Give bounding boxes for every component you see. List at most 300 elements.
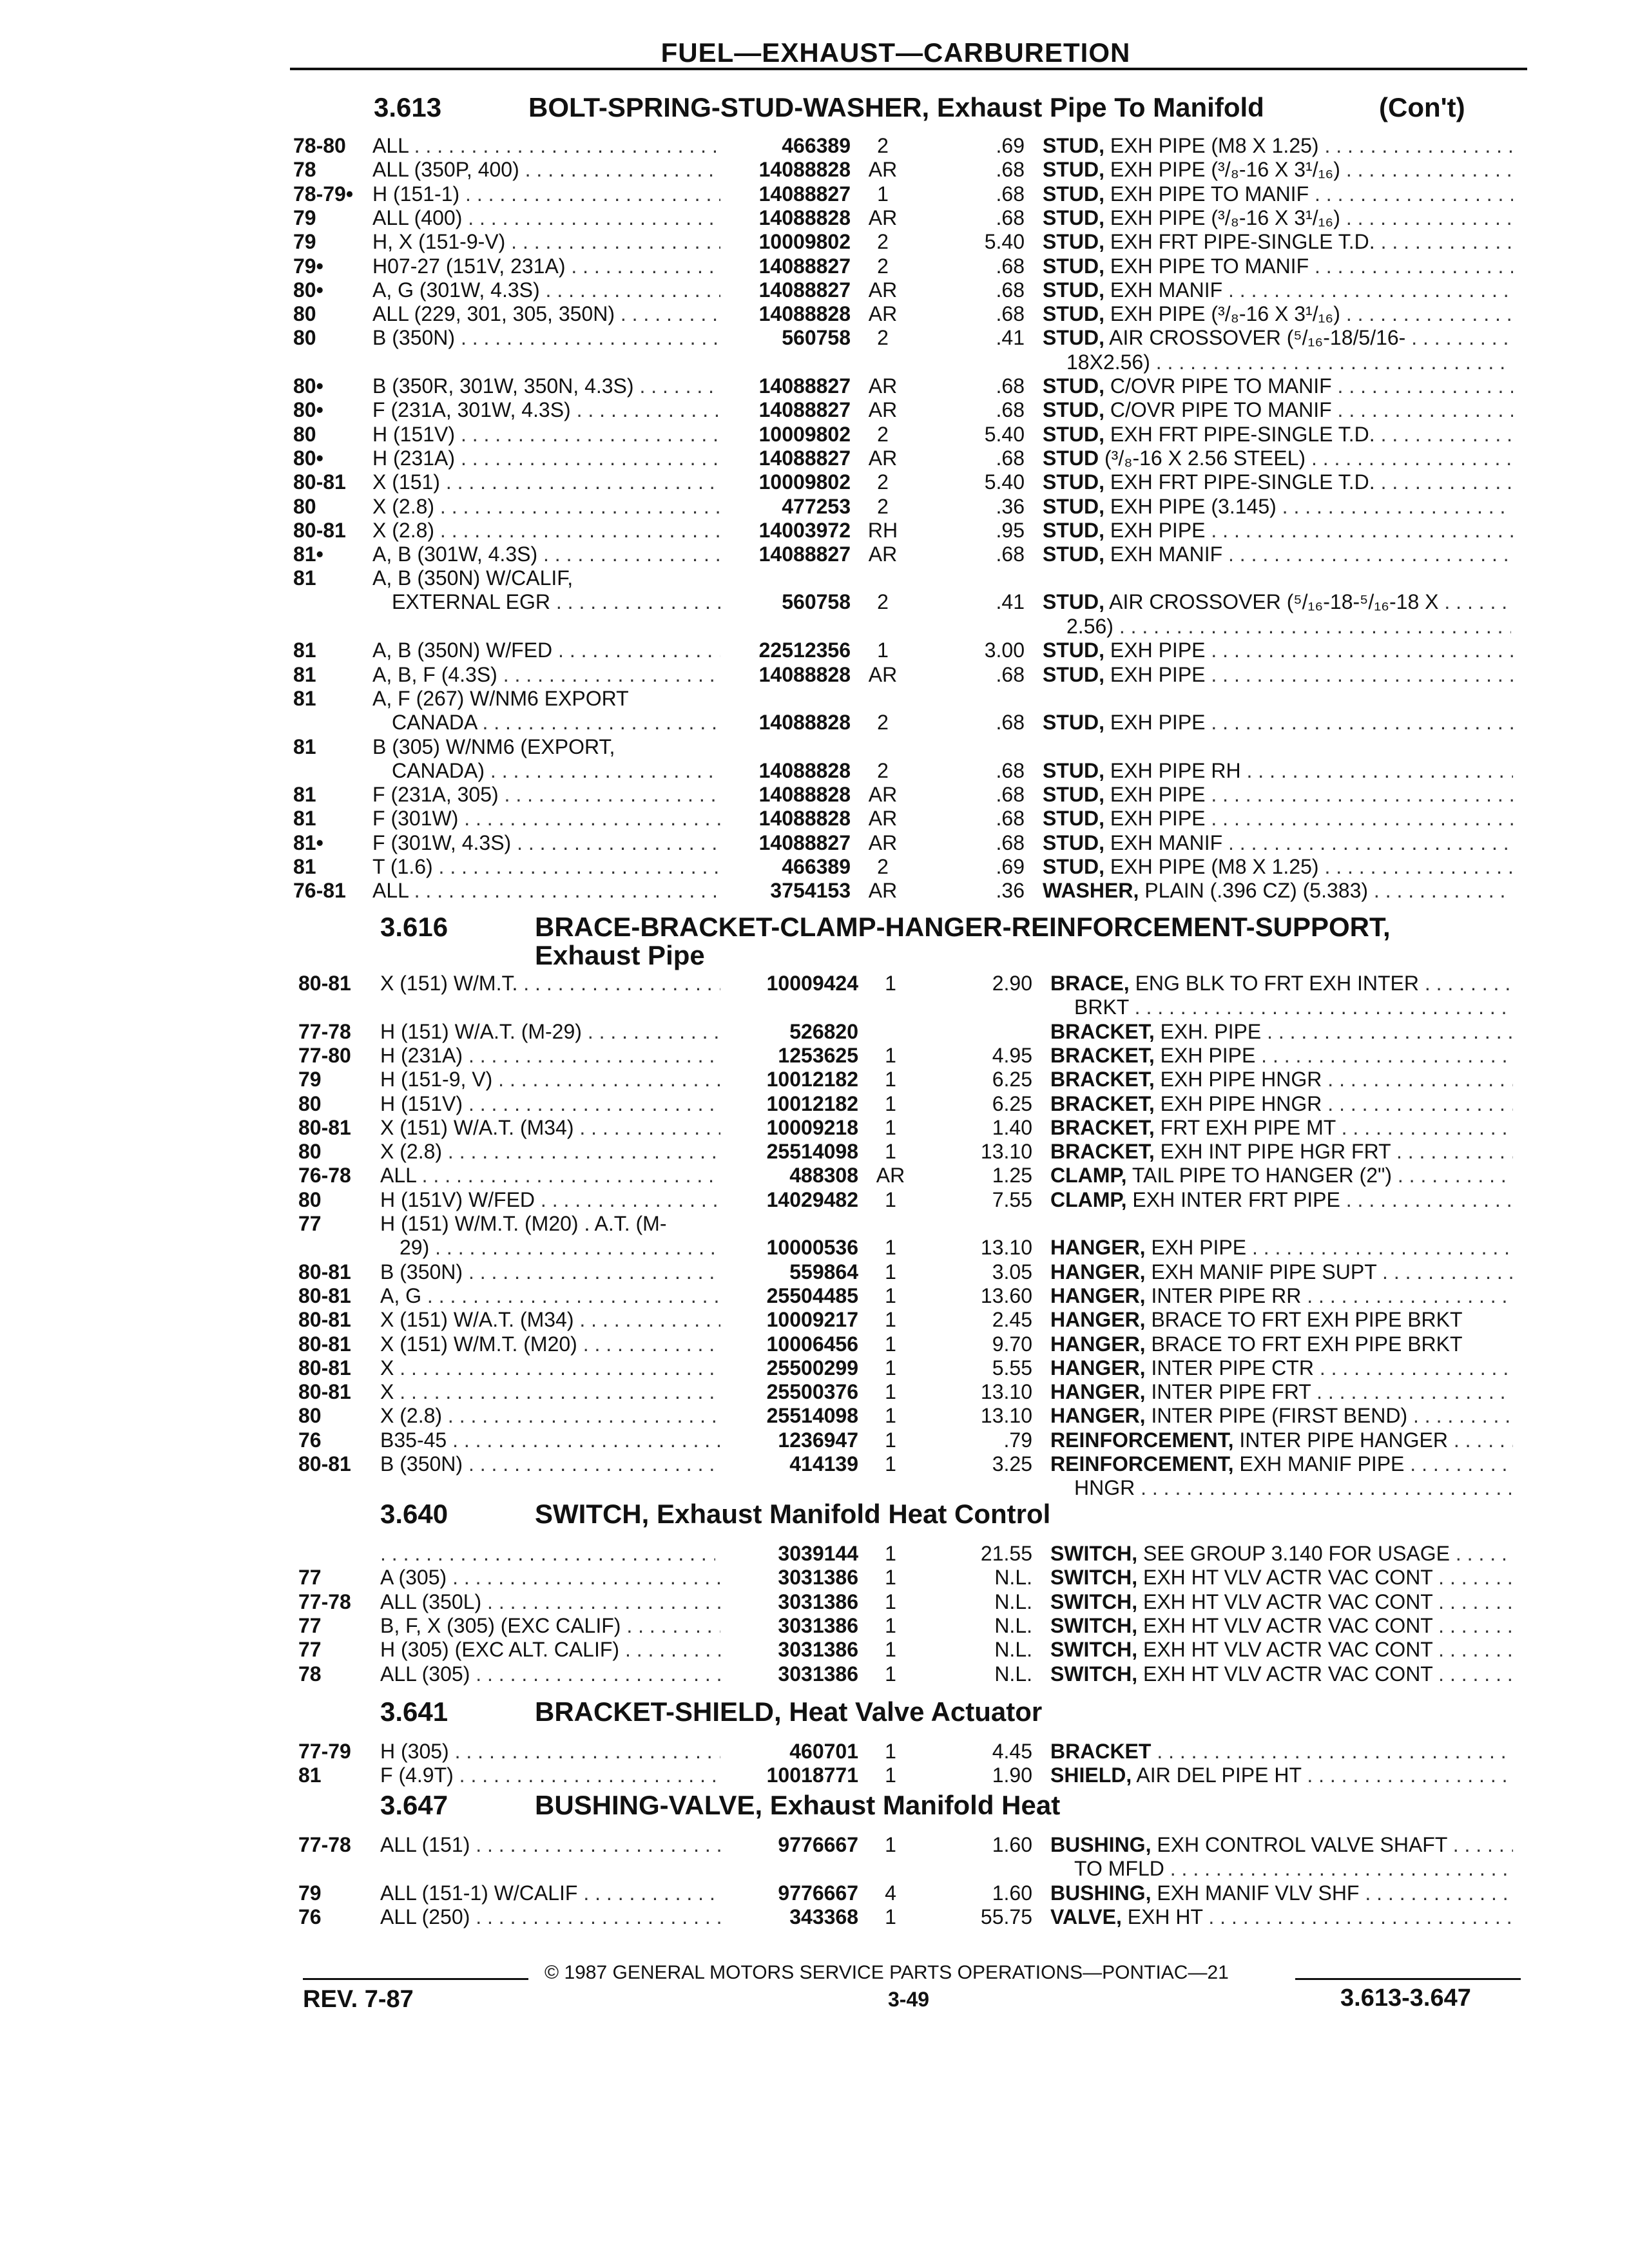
model-year: 80-81 (298, 1260, 351, 1283)
description (1043, 206, 1513, 230)
part-row (0, 398, 1629, 422)
description-noun: STUD, (1043, 158, 1104, 181)
part-row (0, 182, 1629, 206)
application: X (2.8) . . . (372, 495, 720, 519)
description-detail: EXH PIPE (M8 X 1.25) (1110, 134, 1319, 157)
application: ALL . . . (372, 879, 720, 903)
description-noun: SHIELD, (1050, 1763, 1132, 1787)
model-year: 76-78 (298, 1164, 351, 1187)
quantity: AR (868, 831, 898, 854)
list-price: .36 (996, 495, 1025, 518)
description (1043, 230, 1513, 254)
description-noun: STUD, (1043, 519, 1104, 542)
description (1050, 1188, 1513, 1212)
application: F (301W) . . . (372, 807, 720, 831)
description (1043, 326, 1513, 350)
description-noun: BRACKET, (1050, 1044, 1155, 1067)
part-number: 3031386 (778, 1566, 858, 1589)
description-detail: EXH CONTROL VALVE SHAFT (1157, 1833, 1447, 1856)
part-number: 3754153 (770, 879, 851, 902)
quantity: AR (868, 302, 898, 325)
application: B (350N) . . . (380, 1452, 720, 1476)
model-year: 81 (293, 735, 316, 758)
description-detail: EXH HT (1127, 1905, 1203, 1928)
list-price: .68 (996, 783, 1025, 806)
quantity: 2 (877, 759, 889, 782)
description-noun: STUD, (1043, 855, 1104, 878)
list-price: N.L. (994, 1566, 1032, 1589)
part-row (0, 1404, 1629, 1428)
part-row (0, 1428, 1629, 1452)
model-year: 77 (298, 1638, 322, 1661)
model-year: 80• (293, 278, 323, 302)
application: A, B (350N) W/CALIF, (372, 566, 574, 590)
model-year: 80-81 (298, 1452, 351, 1475)
part-number: 10012182 (766, 1068, 858, 1091)
quantity: 2 (877, 855, 889, 878)
description (1043, 783, 1513, 807)
description (1043, 255, 1513, 278)
description-noun: HANGER, (1050, 1284, 1146, 1307)
description (1043, 855, 1513, 879)
quantity: 1 (885, 1068, 896, 1091)
part-row (0, 326, 1629, 350)
description (1050, 1566, 1513, 1590)
description-detail: EXH PIPE (³/₈-16 X 3¹/₁₆) (1110, 206, 1340, 229)
part-row (0, 134, 1629, 158)
part-row (0, 447, 1629, 470)
description-detail: EXH PIPE (3.145) (1110, 495, 1277, 518)
description-noun: STUD, (1043, 278, 1104, 302)
application: X . . . (380, 1380, 720, 1404)
description-noun: SWITCH, (1050, 1662, 1138, 1686)
model-year: 80• (293, 398, 323, 421)
description-detail: EXH INTER FRT PIPE (1132, 1188, 1340, 1211)
list-price: .41 (996, 326, 1025, 349)
description-detail: ENG BLK TO FRT EXH INTER (1135, 972, 1419, 995)
list-price: .68 (996, 807, 1025, 830)
quantity: AR (868, 374, 898, 398)
description-noun: HANGER, (1050, 1236, 1146, 1259)
part-row (0, 1905, 1629, 1929)
description-noun: BRACKET (1050, 1740, 1152, 1763)
description-noun: STUD, (1043, 590, 1104, 613)
part-number: 14088828 (758, 711, 851, 734)
part-number: 14088828 (758, 783, 851, 806)
description-noun: STUD, (1043, 783, 1104, 806)
part-row (0, 278, 1629, 302)
description-detail: EXH PIPE TO MANIF (1110, 182, 1309, 206)
quantity: 1 (877, 639, 889, 662)
description-noun: CLAMP, (1050, 1164, 1127, 1187)
description (1050, 1140, 1513, 1164)
description-noun: VALVE, (1050, 1905, 1122, 1928)
model-year: 76 (298, 1905, 322, 1928)
part-row (0, 519, 1629, 543)
description-detail: PLAIN (.396 CZ) (5.383) (1144, 879, 1369, 902)
list-price: 3.05 (992, 1260, 1032, 1283)
application: ALL (151) . . . (380, 1833, 720, 1857)
application: F (231A, 301W, 4.3S) . . . (372, 398, 720, 422)
description-detail: TAIL PIPE TO HANGER (2") (1132, 1164, 1392, 1187)
application: H (151) W/A.T. (M-29) . . . (380, 1020, 720, 1044)
section-title: SWITCH, Exhaust Manifold Heat Control (535, 1499, 1051, 1529)
description-detail: EXH PIPE (1151, 1236, 1247, 1259)
description (1043, 182, 1513, 206)
description-noun: STUD, (1043, 230, 1104, 253)
model-year: 80-81 (298, 972, 351, 995)
application: H (305) (EXC ALT. CALIF) . . . (380, 1638, 720, 1662)
quantity: 1 (885, 1092, 896, 1115)
part-row (0, 543, 1629, 566)
part-number: 25514098 (766, 1140, 858, 1163)
description-detail: EXH PIPE (1110, 663, 1206, 686)
list-price: 6.25 (992, 1068, 1032, 1091)
list-price: 13.10 (980, 1236, 1032, 1259)
application: ALL (229, 301, 305, 350N) . . . (372, 302, 720, 326)
part-number: 14088827 (758, 255, 851, 278)
section-continued: (Con't) (1379, 92, 1465, 122)
description (1043, 495, 1513, 519)
part-row (0, 1356, 1629, 1380)
description (1050, 1332, 1513, 1356)
footer-rule-right (1295, 1978, 1521, 1980)
list-price: .68 (996, 182, 1025, 206)
part-row (0, 1332, 1629, 1356)
quantity: 1 (885, 972, 896, 995)
application: F (4.9T) . . . (380, 1763, 720, 1787)
description (1050, 1284, 1513, 1308)
quantity: 1 (885, 1356, 896, 1379)
quantity: 2 (877, 590, 889, 613)
quantity: 1 (885, 1236, 896, 1259)
model-year: 80-81 (293, 470, 346, 494)
application: B (350N) . . . (372, 326, 720, 350)
list-price: .69 (996, 855, 1025, 878)
part-row (0, 783, 1629, 807)
description-noun: SWITCH, (1050, 1590, 1138, 1613)
list-price: .68 (996, 711, 1025, 734)
list-price: .68 (996, 663, 1025, 686)
part-row (0, 972, 1629, 995)
model-year: 78-80 (293, 134, 346, 157)
application: X (151) . . . (372, 470, 720, 494)
application: X (151) W/M.T. . . . (380, 972, 720, 995)
list-price: 1.40 (992, 1116, 1032, 1139)
application: ALL (350L) . . . (380, 1590, 720, 1614)
quantity: AR (868, 543, 898, 566)
quantity: 1 (885, 1763, 896, 1787)
part-row (0, 663, 1629, 687)
description (1050, 1020, 1513, 1044)
list-price: 2.90 (992, 972, 1032, 995)
description (1050, 1236, 1513, 1260)
description-noun: CLAMP, (1050, 1188, 1127, 1211)
part-row (0, 1164, 1629, 1187)
section-3-613-heading (374, 92, 1465, 123)
part-row (0, 687, 1629, 734)
application: F (231A, 305) . . . (372, 783, 720, 807)
part-row (0, 374, 1629, 398)
part-number: 559864 (789, 1260, 858, 1283)
part-number: 14088827 (758, 831, 851, 854)
application: H (231A) . . . (380, 1044, 720, 1068)
application: B (350N) . . . (380, 1260, 720, 1284)
part-row (0, 1308, 1629, 1332)
description-detail: EXH PIPE (1110, 519, 1206, 542)
part-row (0, 1068, 1629, 1091)
application: H (231A) . . . (372, 447, 720, 470)
part-row (0, 1614, 1629, 1638)
description (1043, 639, 1513, 662)
list-price: 2.45 (992, 1308, 1032, 1331)
model-year: 80-81 (298, 1308, 351, 1331)
description-detail: EXH FRT PIPE-SINGLE T.D. (1110, 423, 1375, 446)
description (1050, 1044, 1513, 1068)
model-year: 81 (293, 855, 316, 878)
model-year: 81 (293, 639, 316, 662)
part-number: 477253 (782, 495, 851, 518)
description-detail: INTER PIPE FRT (1151, 1380, 1311, 1403)
description-noun: BUSHING, (1050, 1881, 1152, 1905)
list-price: .41 (996, 590, 1025, 613)
part-number: 3031386 (778, 1662, 858, 1686)
description (1043, 711, 1513, 735)
part-number: 466389 (782, 134, 851, 157)
model-year: 80-81 (298, 1284, 351, 1307)
model-year: 80-81 (298, 1380, 351, 1403)
part-number: 9776667 (778, 1881, 858, 1905)
quantity: 1 (885, 1566, 896, 1589)
description-detail: EXH MANIF PIPE SUPT (1151, 1260, 1377, 1283)
application: H (151V) W/FED . . . (380, 1188, 720, 1212)
model-year: 79• (293, 255, 323, 278)
description-noun: HANGER, (1050, 1380, 1146, 1403)
model-year: 80 (298, 1188, 322, 1211)
description-noun: STUD, (1043, 495, 1104, 518)
model-year: 78 (298, 1662, 322, 1686)
description-noun: STUD, (1043, 326, 1104, 349)
part-row (0, 1044, 1629, 1068)
application: X (151) W/A.T. (M34) . . . (380, 1116, 720, 1140)
application: H (151-1) . . . (372, 182, 720, 206)
part-row (0, 735, 1629, 782)
description-detail: AIR CROSSOVER (⁵/₁₆-18/5/16- (1109, 326, 1406, 349)
model-year: 76 (298, 1428, 322, 1452)
model-year: 77-78 (298, 1020, 351, 1043)
application: A, B, F (4.3S) . . . (372, 663, 720, 687)
description-noun: STUD, (1043, 807, 1104, 830)
quantity: 1 (885, 1542, 896, 1565)
quantity: AR (876, 1164, 905, 1187)
section-title: BOLT-SPRING-STUD-WASHER, Exhaust Pipe To Manifold (528, 92, 1264, 122)
part-row (0, 1452, 1629, 1476)
model-year: 77 (298, 1566, 322, 1589)
list-price: 6.25 (992, 1092, 1032, 1115)
model-year: 80-81 (298, 1116, 351, 1139)
part-row (0, 302, 1629, 326)
part-row (0, 1763, 1629, 1787)
description-noun: WASHER, (1043, 879, 1139, 902)
description-noun: STUD, (1043, 831, 1104, 854)
part-number: 25514098 (766, 1404, 858, 1427)
description-continued: BRKT . . . (1074, 995, 1511, 1019)
quantity: AR (868, 807, 898, 830)
description-continued: 2.56) . . . (1066, 615, 1511, 639)
part-number: 25500299 (766, 1356, 858, 1379)
model-year: 81 (298, 1763, 322, 1787)
model-year: 77-80 (298, 1044, 351, 1067)
quantity: 1 (885, 1380, 896, 1403)
description (1043, 879, 1513, 903)
list-price: 3.00 (984, 639, 1025, 662)
part-number: 3031386 (778, 1590, 858, 1613)
part-row (0, 1260, 1629, 1284)
section-number: 3.641 (380, 1696, 448, 1727)
part-row (0, 1833, 1629, 1857)
description (1050, 972, 1513, 995)
part-number: 10012182 (766, 1092, 858, 1115)
description (1050, 1638, 1513, 1662)
description-detail: EXH PIPE (1110, 639, 1206, 662)
description (1043, 423, 1513, 447)
application: T (1.6) . . . (372, 855, 720, 879)
part-number: 14088827 (758, 278, 851, 302)
quantity: 1 (885, 1452, 896, 1475)
description-noun: BRACKET, (1050, 1116, 1155, 1139)
quantity: 1 (885, 1188, 896, 1211)
footer-rule-left (303, 1978, 528, 1980)
quantity: 1 (885, 1044, 896, 1067)
list-price: 1.60 (992, 1881, 1032, 1905)
list-price: N.L. (994, 1614, 1032, 1637)
application: ALL (250) . . . (380, 1905, 720, 1929)
quantity: 2 (877, 255, 889, 278)
model-year: 77-79 (298, 1740, 351, 1763)
model-year: 77 (298, 1212, 322, 1235)
description (1043, 374, 1513, 398)
section-number: 3.640 (380, 1499, 448, 1529)
part-row (0, 230, 1629, 254)
description (1043, 447, 1513, 470)
part-number: 10000536 (766, 1236, 858, 1259)
description-detail: EXH MANIF (1110, 831, 1223, 854)
description-detail: EXH PIPE HNGR (1160, 1068, 1322, 1091)
part-number: 526820 (789, 1020, 858, 1043)
description-noun: STUD (1043, 447, 1099, 470)
quantity: 1 (885, 1905, 896, 1928)
application: H07-27 (151V, 231A) . . . (372, 255, 720, 278)
quantity: 2 (877, 230, 889, 253)
model-year: 80 (298, 1092, 322, 1115)
part-number: 25504485 (766, 1284, 858, 1307)
model-year: 80 (293, 495, 316, 518)
quantity: 4 (885, 1881, 896, 1905)
part-number: 14003972 (758, 519, 851, 542)
part-row (0, 255, 1629, 278)
description-noun: HANGER, (1050, 1404, 1146, 1427)
description (1043, 543, 1513, 566)
description (1043, 158, 1513, 182)
part-number: 14088828 (758, 759, 851, 782)
model-year: 80-81 (298, 1356, 351, 1379)
description-noun: STUD, (1043, 134, 1104, 157)
description-noun: HANGER, (1050, 1332, 1146, 1356)
part-number: 1253625 (778, 1044, 858, 1067)
part-row (0, 1638, 1629, 1662)
part-row (0, 566, 1629, 613)
description-continued: 18X2.56) . . . (1066, 351, 1511, 374)
application-continued: EXTERNAL EGR . . . (392, 590, 720, 614)
model-year: 80 (293, 326, 316, 349)
quantity: 1 (877, 182, 889, 206)
description-detail: EXH PIPE (1110, 807, 1206, 830)
description (1050, 1614, 1513, 1638)
description-detail: AIR CROSSOVER (⁵/₁₆-18-⁵/₁₆-18 X (1109, 590, 1439, 613)
description-detail: C/OVR PIPE TO MANIF (1110, 374, 1332, 398)
quantity: AR (868, 663, 898, 686)
description-noun: BRACKET, (1050, 1092, 1155, 1115)
description-detail: BRACE TO FRT EXH PIPE BRKT (1151, 1308, 1463, 1331)
description-noun: HANGER, (1050, 1308, 1146, 1331)
quantity: 2 (877, 711, 889, 734)
quantity: AR (868, 398, 898, 421)
list-price: 13.60 (980, 1284, 1032, 1307)
application: ALL . . . (380, 1164, 720, 1187)
part-row (0, 158, 1629, 182)
list-price: .68 (996, 278, 1025, 302)
description (1043, 759, 1513, 783)
description (1050, 1068, 1513, 1091)
list-price: 5.40 (984, 230, 1025, 253)
part-row (0, 831, 1629, 855)
application: A, F (267) W/NM6 EXPORT (372, 687, 629, 710)
part-number: 343368 (789, 1905, 858, 1928)
quantity: 2 (877, 134, 889, 157)
description-detail: EXH PIPE HNGR (1160, 1092, 1322, 1115)
part-row (0, 1542, 1629, 1566)
description-detail: C/OVR PIPE TO MANIF (1110, 398, 1332, 421)
description (1050, 1590, 1513, 1614)
model-year: 80 (298, 1140, 322, 1163)
list-price: 13.10 (980, 1380, 1032, 1403)
description (1043, 134, 1513, 158)
model-year: 80-81 (293, 519, 346, 542)
list-price: 55.75 (980, 1905, 1032, 1928)
part-row (0, 1590, 1629, 1614)
footer-revision: REV. 7-87 (303, 1986, 414, 2013)
description (1043, 278, 1513, 302)
description-noun: BUSHING, (1050, 1833, 1152, 1856)
description-detail: EXH PIPE (1110, 711, 1206, 734)
part-row (0, 495, 1629, 519)
part-number: 22512356 (758, 639, 851, 662)
part-number: 414139 (789, 1452, 858, 1475)
model-year: 80 (293, 423, 316, 446)
quantity: AR (868, 278, 898, 302)
part-number: 10006456 (766, 1332, 858, 1356)
application: X (151) W/A.T. (M34) . . . (380, 1308, 720, 1332)
quantity: 1 (885, 1428, 896, 1452)
quantity: RH (867, 519, 898, 542)
application: H (305) . . . (380, 1740, 720, 1763)
application: B (350R, 301W, 350N, 4.3S) . . . (372, 374, 720, 398)
footer-section-range: 3.613-3.647 (1340, 1984, 1471, 2012)
quantity: 1 (885, 1260, 896, 1283)
list-price: .69 (996, 134, 1025, 157)
list-price: N.L. (994, 1590, 1032, 1613)
description (1050, 1662, 1513, 1686)
